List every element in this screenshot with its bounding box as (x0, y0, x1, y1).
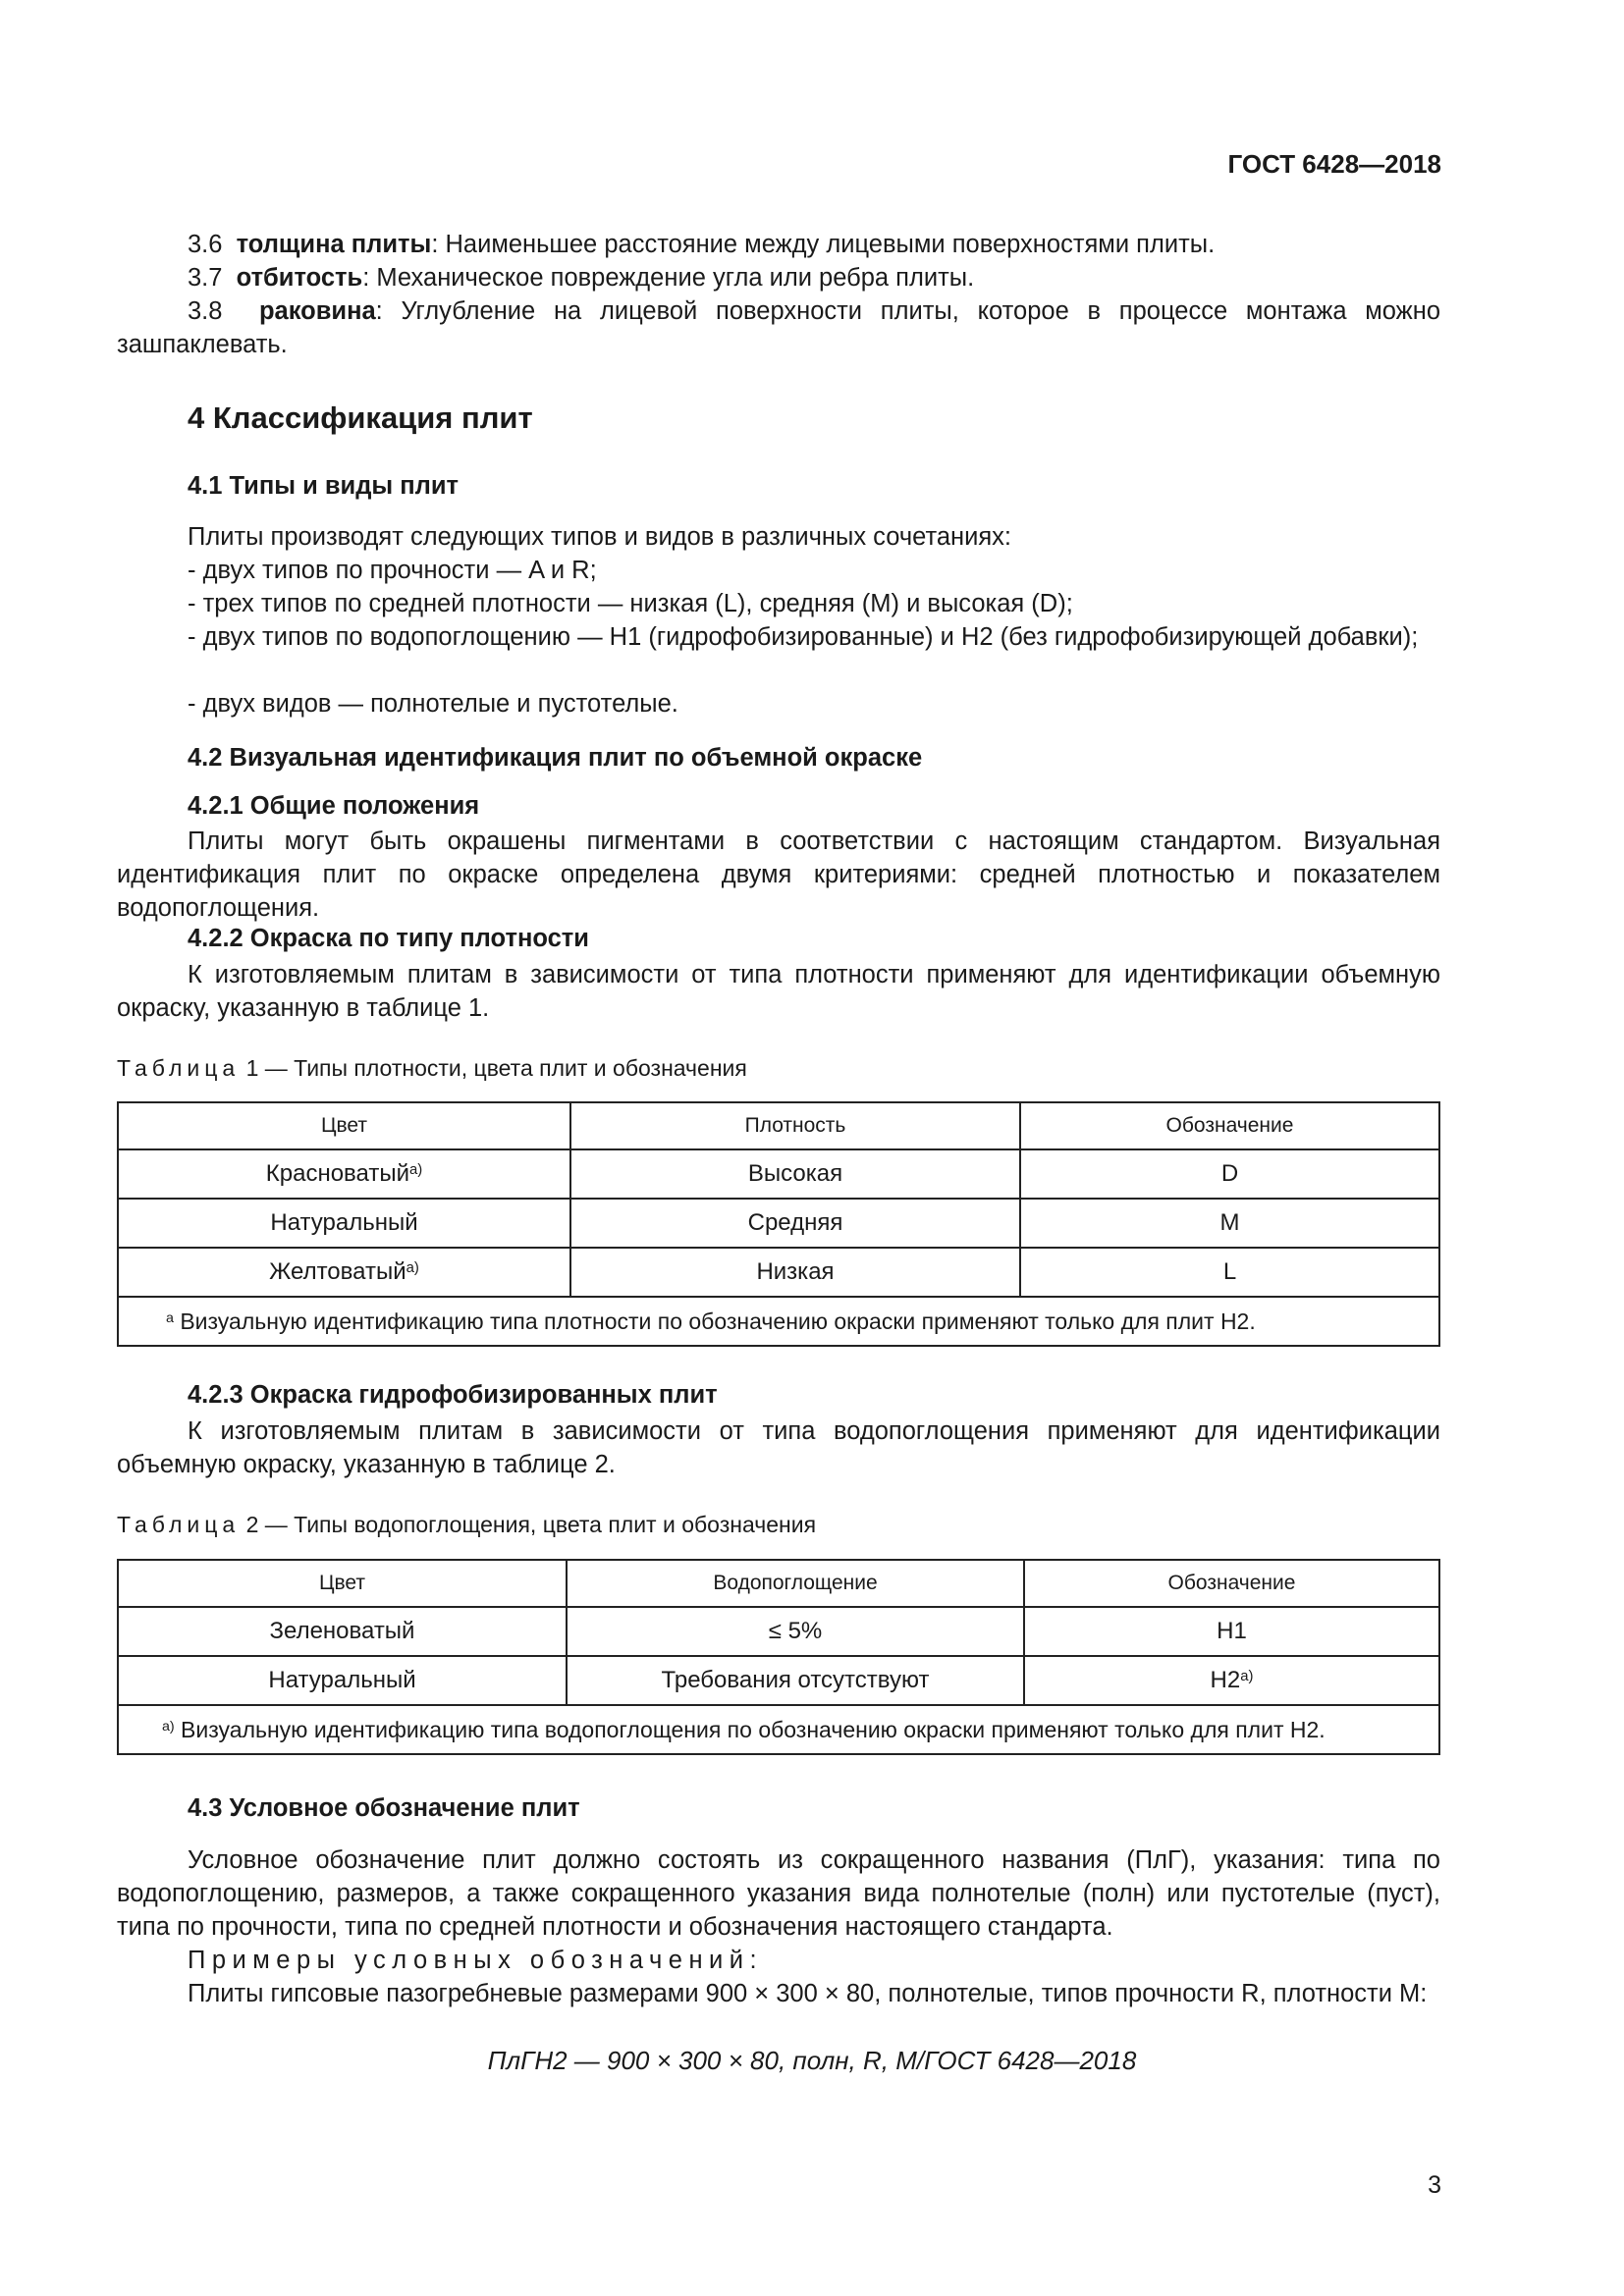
example-text: Плиты гипсовые пазогребневые размерами 900 × 300 × 80, полнотелые, типов прочности R, плотности M: (188, 1980, 1428, 2007)
examples-label (117, 1944, 1440, 1977)
section-4-1-intro: Плиты производят следующих типов и видов в различных сочетаниях: (188, 523, 1011, 551)
table-caption-text: 1 — Типы плотности, цвета плит и обозначения (240, 1055, 747, 1081)
cell-text: Красноватый (265, 1160, 409, 1187)
table-cell: M (1020, 1199, 1439, 1248)
footnote-mark: а) (162, 1718, 175, 1735)
table-cell: Натуральный (118, 1199, 570, 1248)
table-header-row (118, 1560, 1439, 1607)
table-2 (117, 1559, 1440, 1755)
section-4-2-heading: 4.2 Визуальная идентификация плит по объемной окраске (188, 744, 923, 772)
section-4-2-3-heading: 4.2.3 Окраска гидрофобизированных плит (188, 1381, 718, 1409)
table-note-row (118, 1297, 1439, 1346)
definition-3-6 (117, 228, 1440, 261)
definition-text: : Углубление на лицевой поверхности плиты, которое в процессе монтажа можно зашпаклевать. (117, 297, 1441, 358)
section-4-1-heading: 4.1 Типы и виды плит (188, 472, 460, 500)
note-text: Визуальную идентификацию типа плотности по обозначению окраски применяют только для плит Н2. (173, 1308, 1256, 1334)
list-item: - двух типов по прочности — A и R; (188, 557, 597, 584)
table-cell: Натуральный (118, 1656, 567, 1705)
section-4-2-1-text: Плиты могут быть окрашены пигментами в соответствии с настоящим стандартом. Визуальная идентификация плит по окраске определена двумя критериями: средней плотностью и показателем водопоглощения. (117, 828, 1440, 922)
definition-number: 3.7 (188, 264, 223, 292)
definition-term: толщина плиты (236, 231, 432, 258)
note-text: Визуальную идентификацию типа водопоглощения по обозначению окраски применяют только для плит Н2. (174, 1716, 1326, 1742)
table-cell (118, 1149, 570, 1199)
table-row (118, 1656, 1439, 1705)
definition-number: 3.8 (188, 297, 223, 325)
table-word: Таблица (117, 1055, 241, 1081)
section-4-3-heading: 4.3 Условное обозначение плит (188, 1794, 580, 1822)
section-4-2-2-text: К изготовляемым плитам в зависимости от типа плотности применяют для идентификации объемную окраску, указанную в таблице 1. (117, 961, 1440, 1022)
table-1-caption (117, 1055, 747, 1082)
list-item: - двух видов — полнотелые и пустотелые. (188, 690, 678, 718)
definition-text: : Наименьшее расстояние между лицевыми поверхностями плиты. (431, 231, 1216, 258)
table-row (118, 1199, 1439, 1248)
table-header-row (118, 1102, 1439, 1149)
footnote-mark: а) (406, 1260, 419, 1276)
section-4-heading: 4 Классификация плит (188, 400, 533, 435)
table-row (118, 1149, 1439, 1199)
list-item: - двух типов по водопоглощению — Н1 (гидрофобизированные) и Н2 (без гидрофобизирующей добавки); (188, 623, 1419, 651)
table-header-cell: Цвет (118, 1102, 570, 1149)
table-header-cell: Обозначение (1024, 1560, 1439, 1607)
section-4-2-2-heading: 4.2.2 Окраска по типу плотности (188, 925, 589, 952)
definition-term: отбитость (236, 264, 363, 292)
table-cell: Требования отсутствуют (567, 1656, 1024, 1705)
examples-label-text: Примеры условных обозначений: (188, 1947, 764, 1974)
footnote-mark: а) (1240, 1669, 1254, 1684)
table-cell (118, 1248, 570, 1297)
table-cell: Высокая (570, 1149, 1020, 1199)
table-2-caption (117, 1512, 816, 1538)
designation-formula: ПлГН2 — 900 × 300 × 80, полн, R, M/ГОСТ 6428—2018 (487, 2046, 1137, 2075)
table-row (118, 1607, 1439, 1656)
table-header-cell: Цвет (118, 1560, 567, 1607)
table-cell: L (1020, 1248, 1439, 1297)
table-cell: Н1 (1024, 1607, 1439, 1656)
list-item: - трех типов по средней плотности — низкая (L), средняя (M) и высокая (D); (188, 590, 1073, 617)
page-number: 3 (1428, 2171, 1441, 2199)
table-header-cell: Плотность (570, 1102, 1020, 1149)
table-word: Таблица (117, 1512, 241, 1537)
table-row (118, 1248, 1439, 1297)
cell-text: Н2 (1210, 1667, 1241, 1693)
definition-text: : Механическое повреждение угла или ребра плиты. (362, 264, 975, 292)
definition-3-8 (117, 294, 1440, 361)
table-note (118, 1297, 1439, 1346)
definition-number: 3.6 (188, 231, 223, 258)
table-1 (117, 1101, 1440, 1347)
footnote-mark: а) (409, 1162, 423, 1178)
table-cell: D (1020, 1149, 1439, 1199)
table-note (118, 1705, 1439, 1754)
section-4-3-text: Условное обозначение плит должно состоять из сокращенного названия (ПлГ), указания: типа по водопоглощению, размеров, а также сокращенного указания вида полнотелые (полн) или пустотелые (пуст), типа по прочности, типа по средней плотности и обозначения настоящего стандарта. (117, 1846, 1440, 1941)
table-header-cell: Обозначение (1020, 1102, 1439, 1149)
table-header-cell: Водопоглощение (567, 1560, 1024, 1607)
cell-text: Желтоватый (269, 1258, 406, 1285)
table-cell (1024, 1656, 1439, 1705)
footnote-mark: а (166, 1309, 174, 1326)
section-4-2-1-heading: 4.2.1 Общие положения (188, 792, 480, 820)
table-cell: Низкая (570, 1248, 1020, 1297)
table-cell: ≤ 5% (567, 1607, 1024, 1656)
table-cell: Средняя (570, 1199, 1020, 1248)
table-caption-text: 2 — Типы водопоглощения, цвета плит и обозначения (240, 1512, 817, 1537)
document-code: ГОСТ 6428—2018 (1227, 149, 1441, 179)
table-cell: Зеленоватый (118, 1607, 567, 1656)
definition-3-7 (117, 261, 1440, 294)
table-note-row (118, 1705, 1439, 1754)
section-4-2-3-text: К изготовляемым плитам в зависимости от типа водопоглощения применяют для идентификации объемную окраску, указанную в таблице 2. (117, 1417, 1440, 1478)
definition-term: раковина (258, 297, 376, 325)
